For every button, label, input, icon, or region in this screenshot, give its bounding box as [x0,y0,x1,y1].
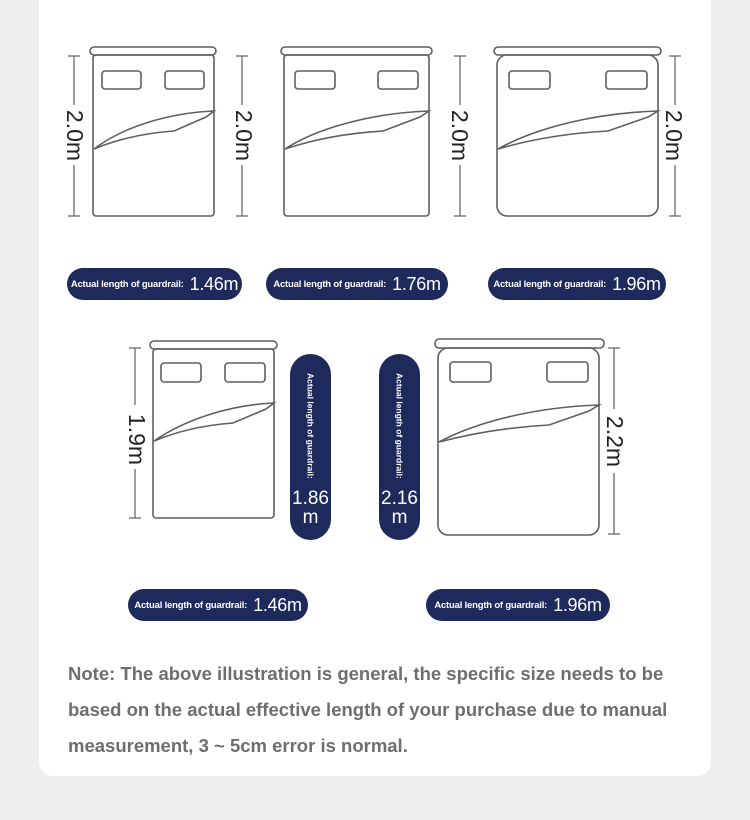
bed-diagram-2 [279,45,435,220]
bed-diagram-4 [148,339,279,522]
guardrail-vertical-value: 1.86 [292,488,329,509]
bed-diagram-3 [492,45,664,220]
measurement-note: Note: The above illustration is general, the specific size needs to be based on the actual effective length of your purchase due to manual measurement, 3 ~ 5cm error is normal. [68,663,668,756]
guardrail-value: 1.46m [189,273,239,294]
guardrail-label: Actual length of guardrail: [134,599,248,611]
guardrail-label: Actual length of guardrail: [273,278,387,290]
guardrail-label: Actual length of guardrail: [70,278,184,290]
guardrail-value: 1.96m [553,594,602,615]
guardrail-value: 1.46m [253,594,302,615]
height-label-5: 2.2m [602,415,629,468]
guardrail-vertical-badge-2 [379,354,420,540]
guardrail-badge-1 [67,268,242,300]
guardrail-badge-3 [488,268,666,300]
guardrail-label: Actual length of guardrail: [434,599,548,611]
guardrail-vertical-label: Actual length of guardrail: [394,373,405,479]
height-label-2: 2.0m [447,109,474,162]
bed-diagram-5 [433,337,606,538]
guardrail-badge-5 [426,589,610,621]
bed-diagram-1 [88,45,220,220]
guardrail-value: 1.96m [612,273,661,294]
guardrail-vertical-value: 2.16 [381,488,418,509]
guardrail-badge-2 [266,268,448,300]
guardrail-vertical-label: Actual length of guardrail: [305,373,316,479]
guardrail-label: Actual length of guardrail: [493,278,607,290]
guardrail-badge-4 [128,589,308,621]
guardrail-vertical-unit: m [302,507,319,528]
height-label-1b: 2.0m [231,109,258,162]
guardrail-vertical-unit: m [391,507,408,528]
height-label-4: 1.9m [124,413,151,466]
guardrail-vertical-badge-1 [290,354,331,540]
guardrail-value: 1.76m [392,273,441,294]
height-label-3: 2.0m [661,109,688,162]
height-label-1: 2.0m [62,109,89,162]
